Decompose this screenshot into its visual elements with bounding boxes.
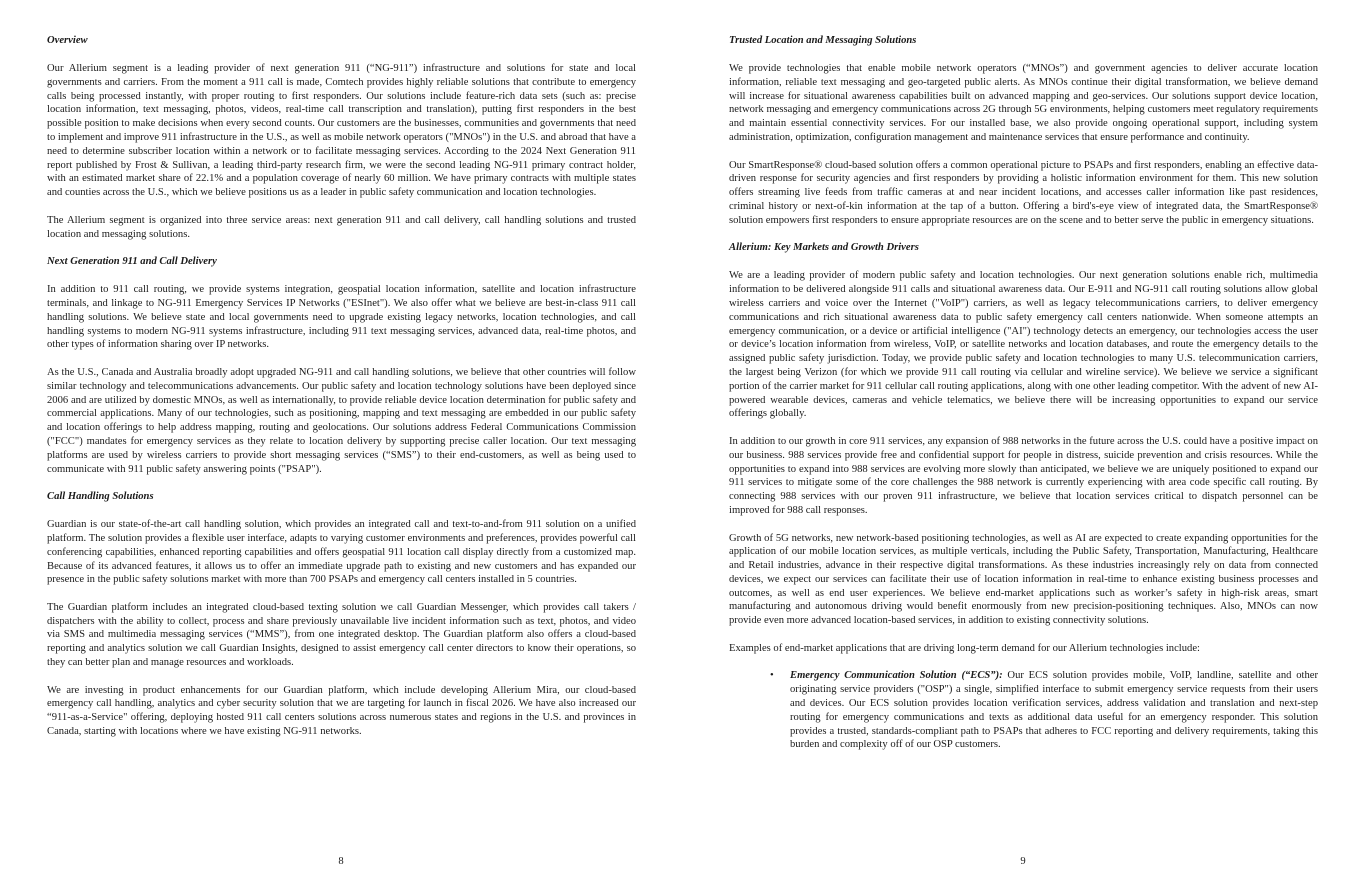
section-heading-trusted-location: Trusted Location and Messaging Solutions [729, 35, 917, 46]
bullet-lead-text: Emergency Communication Solution (“ECS”): [790, 670, 1003, 682]
trusted-location-paragraph-2: Our SmartResponse® cloud-based solution offers a common operational picture to PSAPs and first responders, enabling an effective data-driven response for security agencies and first responders by providing a holistic information environment for them. This new solution offers streaming live feeds from traffic cameras at and near incident locations, and accesses caller information like past residences, criminal history or next-of-kin information at the tap of a button. Offering a bird's-eye view of integrated data, the SmartResponse® solution empowers first responders to ensure appropriate resources are on the scene and to better serve the public in emergency situations. [729, 159, 1318, 226]
section-heading-key-markets: Allerium: Key Markets and Growth Drivers [729, 242, 919, 254]
key-markets-paragraph-4: Examples of end-market applications that are driving long-term demand for our Allerium technologies include: [729, 642, 1200, 654]
left-page [47, 0, 636, 889]
bullet-body-text: Our ECS solution provides mobile, VoIP, landline, satellite and other originating service providers ("OSP") a single, simplified interface to submit emergency service requests from their users and devices. Our ECS solution provides location verification services, address validation and translation and next-step routing for emergency communications and texts as additional data useful for an emergency responder. This solution provides a trusted, standards-compliant path to PSAPs that adheres to FCC reporting and delivery requirements, taking this burden and complexity off of our OSP customers. [790, 670, 1318, 751]
page-number: 9 [1020, 856, 1026, 867]
left-page-content [47, 34, 636, 753]
key-markets-paragraph-1: We are a leading provider of modern public safety and location technologies. Our next generation solutions enable rich, multimedia information to be delivered alongside 911 calls and situational awareness data. Our E-911 and NG-911 call routing solutions allow global wireless carriers and voice over the Internet ("VoIP") carriers, as well as legacy telecommunications carriers, to deliver emergency communications and rich situational awareness data to public safety emergency call centers nationwide. When someone attempts an emergency communication, or a device or artificial intelligence ("AI") technology detects an emergency, our technologies access the user or device’s location information from wireless, VoIP, or satellite networks and location databases, and route the emergency details to the assigned public safety jurisdiction. Today, we provide public safety and location technologies to many U.S. telecommunication carriers, the largest being Verizon (for which we provide 911 call routing via cellular and wireline service). We believe we service a significant portion of the carrier market for 911 cellular call routing applications, along with one other leading competitor. With the advent of new AI-powered wearable devices, cameras and vehicle telematics, we believe there will be increasing opportunities to expand our service offerings globally. [729, 270, 1318, 420]
overview-paragraph-2: The Allerium segment is organized into three service areas: next generation 911 and call delivery, call handling solutions and trusted location and messaging solutions. [47, 214, 636, 240]
section-heading-overview: Overview [47, 35, 88, 46]
page-number: 8 [338, 856, 344, 867]
ng911-paragraph-2: As the U.S., Canada and Australia broadly adopt upgraded NG-911 and call handling solutions, we believe that other countries will follow similar technology and telecommunications advancements. Our public safety and location technology solutions have been deployed since 2006 and are utilized by domestic MNOs, as well as internationally, to provide reliable device location determination for public safety and commercial applications. Many of our technologies, such as positioning, mapping and text messaging are embedded in our public safety and location offerings to help address mapping, routing and geolocations. Our solutions address Federal Communications Commission ("FCC") mandates for emergency services as they relate to location delivery by supporting precise caller location. Our text messaging platforms are used by wireless carriers to provide short messaging services (“SMS”) to their end-customers, as well as being used to communicate with 911 public safety answering points ("PSAP"). [47, 366, 636, 475]
call-handling-paragraph-3: We are investing in product enhancements for our Guardian platform, which include developing Allerium Mira, our cloud-based emergency call handling, analytics and cyber security solution that we are targeting for launch in fiscal 2026. We have also increased our “911-as-a-Service" offering, deploying hosted 911 call centers solutions across numerous states and regions in the U.S. and provinces in Canada, starting with locations where we have existing NG-911 networks. [47, 684, 636, 738]
call-handling-paragraph-2: The Guardian platform includes an integrated cloud-based texting solution we call Guardian Messenger, which provides call takers / dispatchers with the ability to collect, process and share previously unavailable live incident information such as text, photos, and video via SMS and multimedia messaging services (“MMS”), from one integrated desktop. The Guardian platform also offers a cloud-based reporting and analytics solution we call Guardian Insights, designed to assist emergency call center directors to know their operations, so they can better plan and manage resources and workloads. [47, 601, 636, 669]
ng911-paragraph-1: In addition to 911 call routing, we provide systems integration, geospatial location information, satellite and location infrastructure terminals, and linkage to NG-911 Emergency Services IP Networks ("ESInet"). We also offer what we believe are best-in-class 911 call handling solutions. We believe state and local governments need to upgrade existing legacy networks, location technologies, and call handling systems to modern NG-911 systems infrastructure, including 911 text messaging services, advanced data, real-time photos, and other types of information sharing over IP networks. [47, 284, 636, 351]
section-heading-ng911-call-delivery: Next Generation 911 and Call Delivery [47, 256, 217, 268]
overview-paragraph-1: Our Allerium segment is a leading provider of next generation 911 (“NG-911”) infrastructure and solutions for state and local governments and carriers. From the moment a 911 call is made, Comtech provides highly reliable solutions that contribute to emergency calls being processed instantly, with proper routing to first responders. Our solutions include feature-rich data sets (such as: precise location information, text messaging, photos, videos, real-time call transcription and translation), putting first responders in the best possible position to make decisions when every second counts. Our customers are the businesses, communities and governments that need to implement and improve 911 infrastructure in the U.S., as well as mobile network operators ("MNOs") in the U.S. and abroad that have a need to determine subscriber location within a network or to facilitate messaging services. According to the 2024 Next Generation 911 report published by Frost & Sullivan, a leading third-party research firm, we were the second leading NG-911 primary contract holder, with an estimated market share of 22.1% and a population coverage of nearly 60 million. We have primary contracts with multiple states and counties across the U.S., which we believe positions us as a leader in public safety communication and location technologies. [47, 63, 637, 199]
section-heading-call-handling: Call Handling Solutions [47, 491, 154, 503]
call-handling-paragraph-1: Guardian is our state-of-the-art call handling solution, which provides an integrated call and text-to-and-from 911 solution on a unified platform. The solution provides a flexible user interface, adapts to varying customer environments and preferences, provides powerful call conferencing capabilities, enhanced reporting capabilities and offers geospatial 911 location call display directly from a customized map. Because of its advanced features, it allows us to offer an immediate upgrade path to existing and new customers and has expanded our presence in the public safety solutions market with more than 700 PSAPs and emergency call centers installed in 5 countries. [47, 519, 636, 586]
right-page-content [729, 34, 1318, 752]
key-markets-paragraph-3: Growth of 5G networks, new network-based positioning technologies, as well as AI are expected to create expanding opportunities for the application of our mobile location services, as multiple verticals, including the Public Safety, Transportation, Manufacturing, Healthcare and Retail industries, advance in their respective digital transformations. As these industries increasingly rely on data from connected devices, we expect our services can facilitate their use of location information in real-time to enhance existing business processes and outcomes, as well as end user experiences. We believe end-market applications such as worker’s safety in high-risk areas, smart manufacturing and autonomous driving would benefit enormously from new precision-positioning techniques. Also, MNOs can now provide even more advanced location-based services, in addition to existing connectivity solutions. [729, 532, 1318, 627]
list-item [770, 669, 1318, 752]
trusted-location-paragraph-1: We provide technologies that enable mobile network operators (“MNOs”) and government agencies to deliver accurate location information, reliable text messaging and geo-targeted public alerts. As MNOs continue their digital transformation, we believe demand will increase for situational awareness capabilities built on advanced mapping and geo-services. Our solutions support device location, network messaging and emergency communications across 2G through 5G environments, helping customers meet regulatory requirements and maintain essential connectivity services. For our installed base, we also provide ongoing operational support, including system administration, optimization, configuration management and maintenance services that ensure performance and continuity. [729, 63, 1318, 143]
bullet-icon: • [770, 670, 774, 682]
key-markets-paragraph-2: In addition to our growth in core 911 services, any expansion of 988 networks in the future across the U.S. could have a positive impact on our business. 988 services provide free and confidential support for people in distress, suicide prevention and crisis resources. While the opportunities to expand into 988 services are evolving more slowly than anticipated, we believe we are uniquely positioned to expand our 911 services to mitigate some of the core challenges the 988 network is currently experiencing with area code specific call routing. By connecting 988 services with our proven 911 infrastructure, we believe that location services critical to dispatch personnel can be improved for 988 call responses. [729, 435, 1318, 516]
right-page [729, 0, 1318, 889]
